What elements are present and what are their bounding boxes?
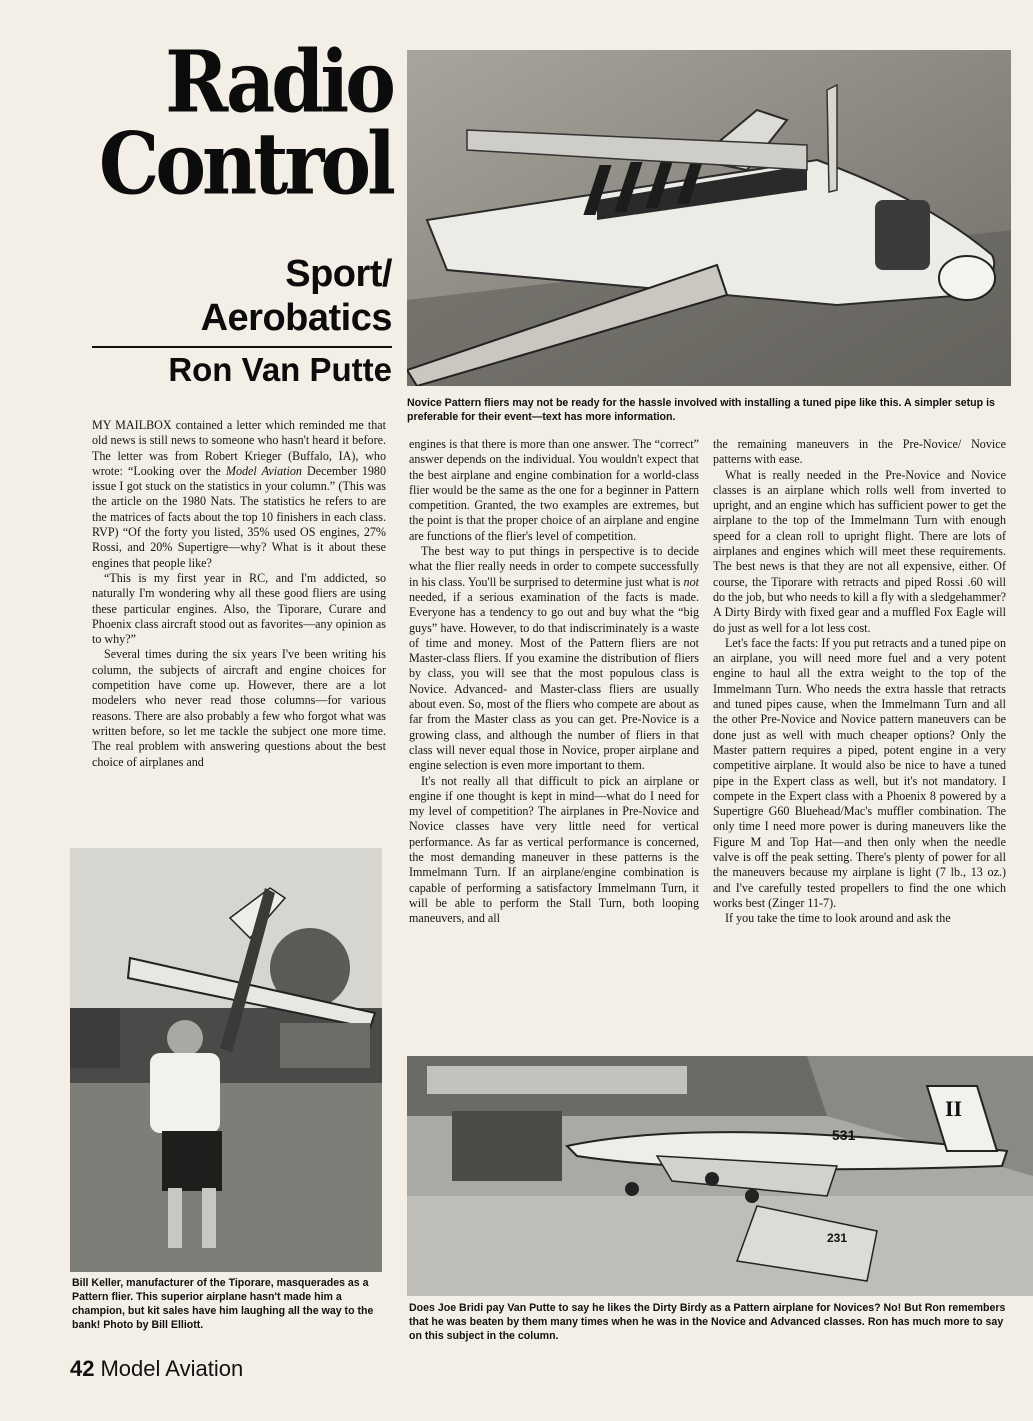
caption-top-photo: Novice Pattern fliers may not be ready for the hassle involved with installing a tuned pipe like this. A simpler setup is preferable for their event—text has more information.	[407, 397, 995, 423]
wing-number-label: 231	[827, 1231, 848, 1245]
bill-keller-image	[70, 848, 382, 1272]
col3-paragraph-1: the remaining maneuvers in the Pre-Novice/ Novice patterns with ease.	[713, 437, 1006, 467]
col1-lead-in: MY MAILBOX	[92, 418, 172, 432]
col2-paragraph-3: It's not really all that difficult to pick an airplane or engine if one thought is kept in mind—what do I need for my level of competition? The airplanes in Pre-Novice and Novice classes have very little need for vertical performance. As far as vertical performance is concerned, the most demanding maneuver in these patterns is the Immelmann Turn. If an airplane/engine combination is capable of performing a satisfactory Immelmann Turn, it will be able to perform the Stall Turn, both looping maneuvers, and all	[409, 773, 699, 926]
text-column-1	[92, 418, 386, 770]
col1-paragraph-1	[92, 418, 386, 571]
text-column-3	[713, 437, 1006, 927]
col2-paragraph-2	[409, 544, 699, 773]
fin-mark-label: II	[945, 1096, 963, 1121]
subtitle-aerobatics: Aerobatics	[200, 297, 392, 339]
magazine-name: Model Aviation	[100, 1356, 244, 1381]
title-block	[90, 32, 392, 392]
col1-p1-part-b: December 1980 issue I got stuck on the statistics in your column.” (This was the article on the 1980 Nats. The statistics he refers to are the matrices of facts about the top 10 finishers in each class. RVP) “Of the forty you listed, 35% used OS engines, 27% Rossi, and 20% Supertigre—why? What is it about these engines that people like?	[92, 463, 387, 570]
col2-p2-part-b: needed, if a serious examination of the facts is made. Everyone has a tendency to go out and buy what the “big guys” have. However, to do that indiscriminately is a waste of time and money. Most of the Pattern fliers are not Master-class fliers. If you examine the distribution of fliers by class, you will see that the most populous class is Novice. Advanced- and Master-class fliers are usually about even. So, most of the fliers who compete are about as far from the Master class as you can get. Pre-Novice is a growing class, and although the number of fliers in that class will never equal those in Novice, proper airplane and engine selection is even more important to them.	[409, 589, 699, 773]
col3-paragraph-3: Let's face the facts: If you put retracts and a tuned pipe on an airplane, you will need more fuel and a very potent engine to haul all the extra weight to the top of the Immelmann Turn. Who needs the extra hassle that retracts and tuned pipes cause, when the Immelmann Turn and all the other Pre-Novice and Novice pattern maneuvers can be done just as well with much cheaper options? Only the Master pattern requires a piped, potent engine in a very competitive airplane. It would also be nice to have a tuned pipe in the Expert class as well, but it's not mandatory. I compete in the Expert class with a Phoenix 8 powered by a Supertigre G60 Bluehead/Mac's muffler combination. The only time I need more power is during maneuvers like the Figure M and Top Hat—and then only when the needle valve is off the peak setting. There's plenty of power for all the maneuvers because my airplane is light (7 lb., 13 oz.) and I've carefully tested propellers to find the one which works best (Zinger 11-7).	[713, 635, 1006, 910]
col2-emphasis-not: not	[683, 574, 699, 589]
subtitle-sport: Sport/	[285, 253, 392, 295]
col1-paragraph-2: “This is my first year in RC, and I'm addicted, so naturally I'm wondering why all these good fliers are using these particular engines. Also, the Tiporare, Curare and Phoenix class aircraft stood out as favorites—any opinion as to why?”	[92, 570, 386, 647]
title-control: Control	[98, 114, 392, 214]
dirty-birdy-image	[407, 1056, 1033, 1296]
col1-p1-part-a: contained a letter which reminded me that old news is still news to someone who hasn't heard it before. The letter was from Robert Krieger (Buffalo, IA), who wrote: “Looking over the	[92, 418, 386, 478]
title-radio: Radio	[165, 32, 392, 132]
caption-bottom-photo: Does Joe Bridi pay Van Putte to say he likes the Dirty Birdy as a Pattern airplane for Novices? No! But Ron remembers that he was beaten by them many times when he was in the Novice and Advanced classes. Ron has much more to say on this subject in the column.	[409, 1302, 1006, 1342]
photo-bill-keller	[70, 848, 382, 1272]
tail-number-label: 531	[832, 1127, 856, 1143]
tuned-pipe-airplane-image	[407, 50, 1011, 386]
col3-paragraph-2: What is really needed in the Pre-Novice and Novice classes is an airplane which rolls well from inverted to upright, and an engine which has sufficient power to get the airplane to the top of the Immelmann Turn with enough speed for a clean roll to upright flight. There are lots of airplanes and engines which will meet these requirements. The best news is that they are not all expensive, either. Of course, the Tiporare with retracts and piped Rossi .60 will do the job, but who needs to kill a fly with a sledgehammer? A Dirty Birdy with fixed gear and a muffled Fox Eagle will do just as well for a lot less cost.	[713, 467, 1006, 635]
col3-paragraph-4: If you take the time to look around and ask the	[725, 911, 951, 926]
col2-paragraph-1: engines is that there is more than one answer. The “correct” answer depends on the individual. You wouldn't expect that the best airplane and engine combination for a world-class flier would be the same as the one for a beginner in Pattern competition. Granted, the two examples are extremes, but the point is that the proper choice of an airplane and engine are functions of the flier's level of competition.	[409, 437, 699, 543]
col2-p2-part-a: The best way to put things in perspective is to decide what the flier really needs in order to compete successfully in his class. You'll be surprised to determine just what is	[409, 544, 699, 589]
author-byline: Ron Van Putte	[168, 351, 392, 388]
photo-tuned-pipe-airplane	[407, 50, 1011, 386]
caption-left-photo: Bill Keller, manufacturer of the Tiporare, masquerades as a Pattern flier. This superior airplane hasn't made him a champion, but kit sales have him laughing all the way to the bank! Photo by Bill Elliott.	[72, 1277, 374, 1331]
photo-dirty-birdy	[407, 1056, 1033, 1296]
page-number: 42	[70, 1356, 95, 1381]
page-footer	[70, 1356, 243, 1382]
title-rule	[92, 346, 392, 348]
text-column-2	[409, 437, 699, 927]
col1-magazine-title: Model Aviation	[225, 463, 302, 478]
col1-paragraph-3: Several times during the six years I've been writing his column, the subjects of aircraft and engine choices for competition have come up. However, there are a lot modelers who never read those columns—for various reasons. There are also probably a few who forgot what was written before, so let me tackle the subject one more time. The real problem with answering questions about the best choice of airplanes and	[92, 647, 386, 769]
